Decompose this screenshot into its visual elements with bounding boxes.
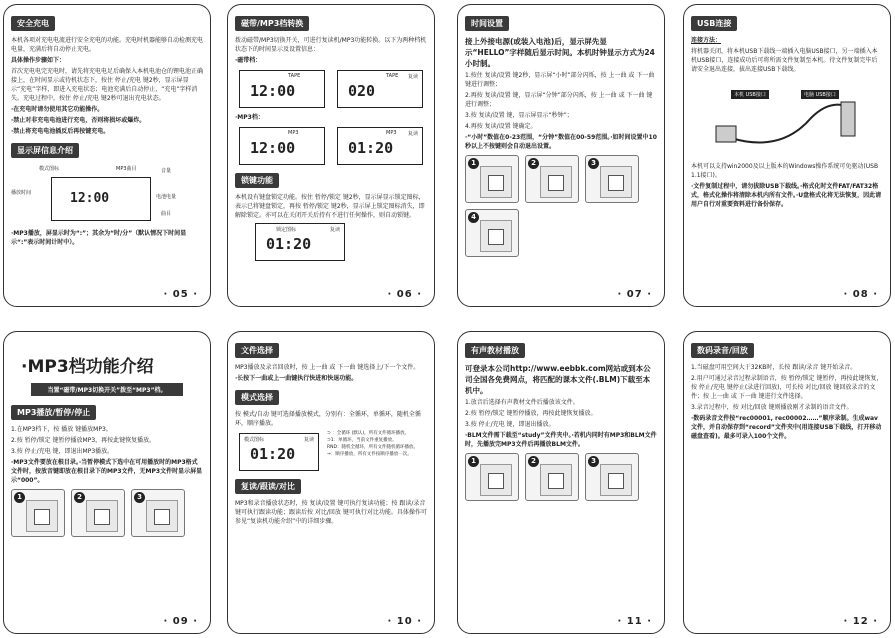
mp3-step-1: 1.在MP3档下，按 播放 键播放MP3。 (11, 426, 112, 433)
label-volume: 音量 (161, 168, 172, 174)
audio-book-step-2: 2.按 暂停/锁定 键暂停播放，再按此键恢复播放。 (465, 410, 597, 417)
step-image-4: 4 (465, 209, 519, 257)
audio-book-headline: 可登录本公司http://www.eebbk.com网站或到本公司全国各免费网点，将匹配的课本文件(.BLM)下载至本机中。 (465, 364, 651, 395)
charging-intro: 本机各项对充电电流进行安全充电的功能。充电时机器能够自动检测充电电量，充满后将自动停止充电。 (11, 37, 204, 53)
ops-title: 具体操作步骤如下： (11, 57, 66, 64)
tape-lcd-2: TAPE 复读 020 (337, 70, 423, 108)
step-image-2: 2 (71, 489, 125, 537)
section-title-lock: 锁键功能 (235, 173, 279, 188)
page-number: · 11 · (617, 616, 652, 627)
page-number: · 10 · (387, 616, 422, 627)
step-image-3: 3 (585, 155, 639, 203)
record-note: ·数码录音文件按“rec00001, rec00002……”顺序录制。生成wav文件，并自动保存到“record”文件夹中(用连接USB下载线，打开移动磁盘查看)。最多可录入100个文件。 (691, 415, 882, 440)
mp3-lcd-row (235, 124, 427, 168)
display-diagram (11, 165, 203, 225)
step-image-3: 3 (131, 489, 185, 537)
step-image-1: 1 (465, 453, 519, 501)
step-image-2: 2 (525, 155, 579, 203)
repeat-text: MP3和录音播放状态时，按 复读/设置 键可执行复读功能；按 跟读/录音 键可执行跟读功能；跟读后按 对比/回放 键可执行对比功能。具体操作可参见“复读机功能介绍”中的详细步骤。 (235, 500, 427, 525)
section-title-record: 数码录音/回放 (691, 343, 754, 358)
page-number: · 07 · (617, 289, 652, 300)
mode-row (235, 430, 427, 474)
tape-lcd-1: TAPE 12:00 (239, 70, 325, 108)
file-note: ·长按下一曲或上一曲键执行快进和快退功能。 (235, 375, 358, 382)
usb-note: ·文件复制过程中，请勿拔除USB下载线。·格式化时文件FAT/FAT32格式，格式化操作将清除本机内所有文件。·U盘格式化将无法恢复，因此请用户自行对重要资料进行备份保存。 (691, 183, 882, 208)
section-title-mp3-play: MP3播放/暂停/停止 (11, 405, 96, 420)
label-play-time: 播放时间 (11, 190, 32, 196)
section-title-charging: 安全充电 (11, 16, 55, 31)
manual-page-12 (683, 331, 891, 634)
mp3-step-2: 2.按 暂停/锁定 键暂停播放MP3，再按此键恢复播放。 (11, 437, 156, 444)
step-image-2: 2 (525, 453, 579, 501)
mp3-title: ·MP3档功能介绍 (21, 357, 154, 377)
usb-text-1: 将机器关闭，将本机USB下载线一端插入电脑USB接口，另一端插入本机USB接口，连接成功后可将所需文件复制至本机。待文件复制完毕后请安全退出连接，拔出连接USB下载线。 (691, 48, 878, 73)
manual-page-09 (3, 331, 211, 634)
label-battery: 电池电量 (156, 194, 177, 200)
record-step-2: 2.用户可通过录音过程录制语音，按 暂停/锁定 键暂停，再按此键恢复，按 停止/充电 键停止(录进行回放)，可长按 对比/回放 键回放录音的文件；按 上一曲 或 下一曲 键进行文件选择。 (691, 375, 883, 400)
time-step-2: 2.再按 复读/设置 键，显示屏“分钟”部分闪烁，按 上一曲 或 下一曲 键进行调整； (465, 92, 653, 108)
mp3-lcd-1: MP3 12:00 (239, 127, 325, 165)
section-title-time: 时间设置 (465, 16, 509, 31)
audio-book-step-1: 1.放音后选择有声教材文件后播放该文件。 (465, 399, 579, 406)
step-image-3: 3 (585, 453, 639, 501)
label-mode-icon: 模式图标 (39, 166, 60, 172)
mp3-bar: 当置“磁带/MP3切换开关”拨至“MP3”档。 (31, 383, 183, 396)
audio-book-note: ·BLM文件需下载至“study”文件夹中。·若机内同时有MP3和BLM文件时，先播放完MP3文件后再播放BLM文件。 (465, 432, 657, 448)
section-title-file: 文件选择 (235, 343, 279, 358)
mp3-label: ·MP3档： (235, 114, 264, 121)
mp3-note: ·MP3文件要放在根目录。·当暂停模式下选中在可用播放时的MP3格式文件时，按放音键即放在根目录下的MP3文件，无MP3文件时显示屏显示“000”。 (11, 459, 203, 484)
label-mp3-track: MP3曲目 (116, 166, 137, 172)
mode-legend: ⊃ ：全循环 (默认)，所有文件循环播放。 ⊃1：单循环，当前文件重复播放。 RND：随机全循环，所有文件随机循环播放。 →：顺序播放，所有文件按顺序播放一次。 (327, 431, 418, 457)
manual-page-11 (457, 331, 665, 634)
usb-method: 连接方法： (691, 37, 722, 44)
note-2: ·禁止对非充电电池进行充电，否则将损坏或爆炸。 (11, 117, 146, 124)
manual-page-05 (3, 4, 211, 307)
section-title-display: 显示屏信息介绍 (11, 143, 79, 158)
time-note: ·“小时”数值在0-23范围，“分钟”数值在00-59范围。·如时间设置中10秒以上不按键则会自动退出设置。 (465, 134, 657, 150)
note-3: ·禁止将充电电池插反后再按键充电。 (11, 128, 110, 135)
label-pc-usb: 电脑 USB接口 (801, 90, 839, 99)
record-step-1: 1.当磁盘可用空间大于32KB时，长按 跟读/录音 键开始录音。 (691, 364, 857, 371)
tape-label: ·磁带档： (235, 57, 262, 64)
step-image-1: 1 (11, 489, 65, 537)
time-step-1: 1.按住 复读/设置 键2秒，显示屏“小时”部分闪烁，按 上一曲 或 下一曲 键进行调整； (465, 72, 655, 88)
manual-page-10 (227, 331, 435, 634)
label-device-usb: 本机 USB接口 (731, 90, 769, 99)
manual-page-07 (457, 4, 665, 307)
mp3-step-images (11, 489, 203, 537)
audio-book-images (465, 453, 657, 501)
page-number: · 09 · (163, 616, 198, 627)
page-number: · 05 · (163, 289, 198, 300)
mp3-step-3: 3.按 停止/充电 键，即退出MP3播放。 (11, 448, 114, 455)
lcd-panel: 12:00 (51, 177, 151, 221)
manual-page-08 (683, 4, 891, 307)
file-text: MP3播放及录音回放时，按 上一曲 或 下一曲 键选择上/下一个文件。 (235, 364, 420, 371)
section-title-audio-book: 有声教材播放 (465, 343, 525, 358)
usb-cable-diagram (691, 78, 883, 158)
time-step-4: 4.再按 复读/设置 键确定。 (465, 123, 537, 130)
audio-book-step-3: 3.按 停止/充电 键，即退出播放。 (465, 421, 555, 428)
mp3-lcd-2: MP3 复读 01:20 (337, 127, 423, 165)
time-step-3: 3.按 复读/设置 键，显示屏显示“秒钟”； (465, 112, 573, 119)
step-image-1: 1 (465, 155, 519, 203)
record-step-3: 3.录音过程中，按 对比/回放 键则播放刚才录制的语音文件。 (691, 404, 853, 411)
label-track: 曲目 (161, 211, 172, 217)
page-number: · 06 · (387, 289, 422, 300)
switch-intro: 拨动磁带/MP3切换开关，可进行复读机/MP3功能转换。以下为两种档机状态下的时间显示及设置信息： (235, 37, 427, 53)
display-note: ·MP3播放，屏显示时为“:”；其余为“时/分”（默认情况下时间显示“:”表示时间计时中）。 (11, 230, 187, 246)
section-title-switch: 磁带/MP3档转换 (235, 16, 309, 31)
usb-cable-icon (691, 78, 881, 158)
section-title-usb: USB连接 (691, 16, 737, 31)
mode-lcd: 模式图标 复读 01:20 (239, 433, 319, 471)
section-title-repeat: 复读/跟读/对比 (235, 479, 301, 494)
section-title-mode: 模式选择 (235, 390, 279, 405)
time-step-images (465, 155, 657, 257)
lock-lcd: 锁定图标 复读 01:20 (255, 223, 345, 261)
usb-text-2: 本机可以支持win2000及以上版本的Windows操作系统可免驱动(USB 1.1接口)。 (691, 163, 879, 179)
tape-lcd-row (235, 67, 427, 111)
lock-text: 本机设有键盘锁定功能。按住 暂停/锁定 键2秒，显示屏显示锁定图标，表示已将键盘锁定，再按 暂停/锁定 键2秒，显示屏上锁定图标消失，即解除锁定。亦可以在关闭开关后持有不进行任何操作，则自动锁键。 (235, 194, 425, 219)
ops-text: 首次充电电完充电时，请先将充电电足后确保入本机电池仓的锂电池正确接上，在时间显示或待机状态下，按住 停止/充电 键2秒，显示屏显示“充电”字样，即进入充电状态；电池充满后自动停止，“充电”字样消失。充电过程中，按住 停止/充电 键2秒可退出充电状态。 (11, 68, 204, 102)
note-1: ·在充电时请勿使用其它功能操作。 (11, 106, 104, 113)
manual-page-06 (227, 4, 435, 307)
time-headline: 接上外接电源(或装入电池)后，显示屏先显示“HELLO”字样随后显示时间。本机时钟显示方式为24小时制。 (465, 37, 655, 68)
page-number: · 12 · (843, 616, 878, 627)
mode-text: 按 模式/自动 键可选择播放模式，分别有：全循环，单循环，随机全循环，顺序播放。 (235, 411, 421, 427)
page-number: · 08 · (843, 289, 878, 300)
